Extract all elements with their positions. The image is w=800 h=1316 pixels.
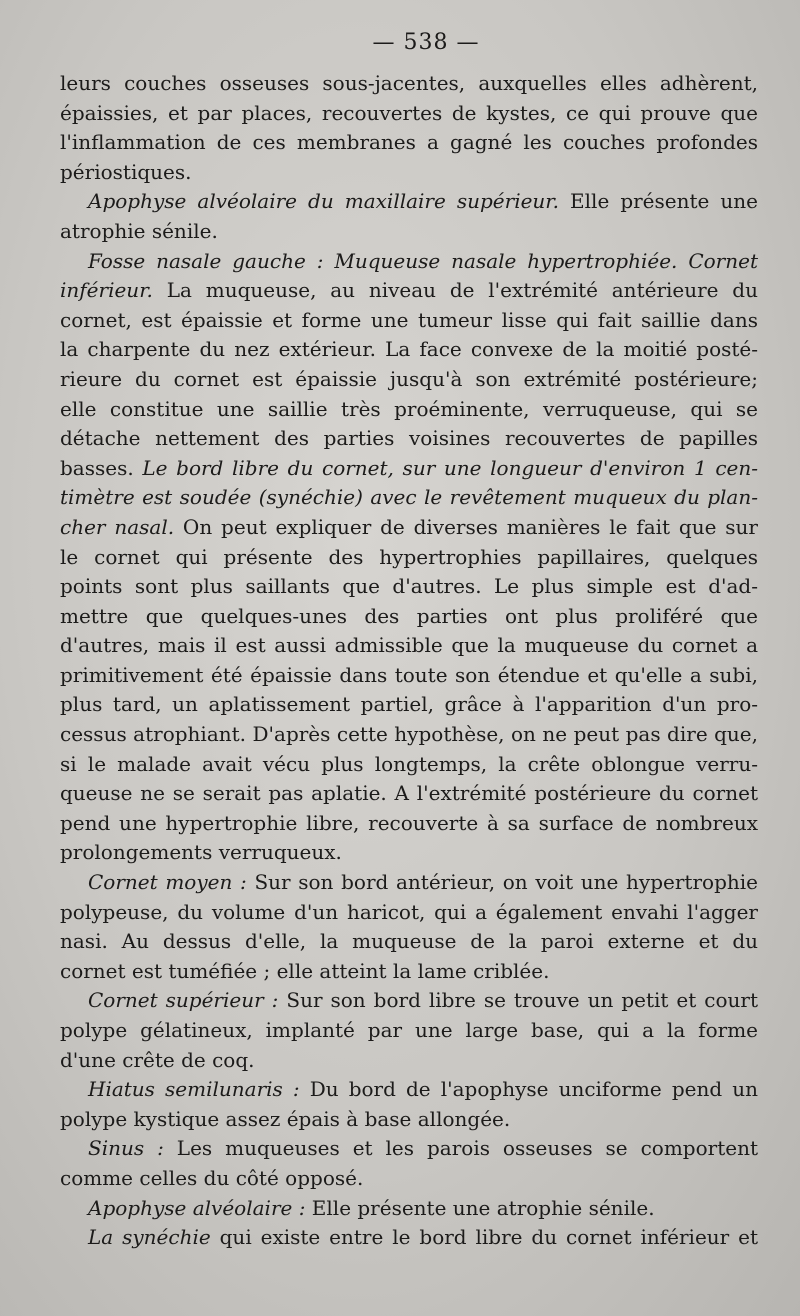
line-text: qui existe entre le bord libre du cornet inférieur et <box>210 1225 759 1250</box>
text-line <box>60 513 758 543</box>
text-line <box>60 306 758 336</box>
text-line <box>60 1016 758 1046</box>
line-text: basses. <box>60 455 143 480</box>
line-text: épaissies, et par places, recouvertes de kystes, ce qui prouve que <box>60 100 758 125</box>
line-text: mettre que quelques-unes des parties ont plus proliféré que <box>60 603 758 628</box>
line-text: prolongements verruqueux. <box>60 840 342 865</box>
italic-text: La synéchie <box>88 1225 211 1250</box>
text-line <box>60 424 758 454</box>
line-text: pend une hypertrophie libre, recouverte à sa surface de nombreux <box>60 810 758 835</box>
line-text: Elle présente une <box>559 189 758 214</box>
line-text: On peut expliquer de diverses manières le fait que sur <box>174 514 758 539</box>
line-text: Les muqueuses et les parois osseuses se comportent <box>163 1136 759 1161</box>
italic-text: Hiatus semilunaris : <box>88 1077 300 1102</box>
line-text: Sur son bord antérieur, on voit une hypertrophie <box>246 870 758 895</box>
line-text: cessus atrophiant. D'après cette hypothèse, on ne peut pas dire que, <box>60 722 758 747</box>
line-text: elle constitue une saillie très proéminente, verruqueuse, qui se <box>60 396 758 421</box>
text-line <box>60 128 758 158</box>
text-line <box>60 276 758 306</box>
text-line <box>60 986 758 1016</box>
text-line <box>60 335 758 365</box>
text-line <box>60 217 758 247</box>
text-line <box>60 809 758 839</box>
italic-text: Cornet moyen : <box>88 870 247 895</box>
text-line <box>60 543 758 573</box>
line-text: l'inflammation de ces membranes a gagné les couches profondes <box>60 130 758 155</box>
line-text: nasi. Au dessus d'elle, la muqueuse de la paroi externe et du <box>60 929 758 954</box>
text-line <box>60 1194 758 1224</box>
text-line <box>60 838 758 868</box>
text-line <box>60 1134 758 1164</box>
page-number: — 538 — <box>372 30 480 55</box>
line-text: La muqueuse, au niveau de l'extrémité antérieure du <box>152 278 758 303</box>
text-line <box>60 572 758 602</box>
italic-text: Cornet supérieur : <box>88 988 279 1013</box>
line-text: polypeuse, du volume d'un haricot, qui a également envahi l'agger <box>60 899 758 924</box>
italic-text: Le bord libre du cornet, sur une longueur d'environ 1 cen- <box>142 455 758 480</box>
italic-text: cher nasal. <box>60 514 175 539</box>
text-line <box>60 957 758 987</box>
line-text: primitivement été épaissie dans toute son étendue et qu'elle a subi, <box>60 662 758 687</box>
text-line <box>60 483 758 513</box>
line-text: détache nettement des parties voisines recouvertes de papilles <box>60 426 758 451</box>
text-line <box>60 898 758 928</box>
text-line <box>60 661 758 691</box>
text-line <box>60 631 758 661</box>
text-line <box>60 1223 758 1253</box>
line-text: d'une crête de coq. <box>60 1047 255 1072</box>
italic-text: Sinus : <box>88 1136 164 1161</box>
line-text: comme celles du côté opposé. <box>60 1165 364 1190</box>
line-text: points sont plus saillants que d'autres. Le plus simple est d'ad- <box>60 574 758 599</box>
line-text: Elle présente une atrophie sénile. <box>305 1195 655 1220</box>
line-text: Du bord de l'apophyse unciforme pend un <box>299 1077 758 1102</box>
text-line <box>60 720 758 750</box>
text-line <box>60 1164 758 1194</box>
line-text: cornet est tuméfiée ; elle atteint la lame criblée. <box>60 958 550 983</box>
line-text: polype gélatineux, implanté par une large base, qui a la forme <box>60 1018 758 1042</box>
line-text: plus tard, un aplatissement partiel, grâce à l'apparition d'un pro- <box>60 692 758 717</box>
line-text: Sur son bord libre se trouve un petit et court <box>278 988 758 1013</box>
line-text: la charpente du nez extérieur. La face convexe de la moitié posté- <box>60 337 758 362</box>
italic-text: Fosse nasale gauche : Muqueuse nasale hypertrophiée. Cornet <box>88 248 758 273</box>
line-text: leurs couches osseuses sous-jacentes, auxquelles elles adhèrent, <box>60 71 758 95</box>
text-line <box>60 365 758 395</box>
line-text: cornet, est épaissie et forme une tumeur lisse qui fait saillie dans <box>60 307 758 332</box>
italic-text: Apophyse alvéolaire : <box>88 1195 306 1220</box>
italic-text: inférieur. <box>60 278 153 303</box>
text-line <box>60 868 758 898</box>
text-line <box>60 395 758 425</box>
line-text: périostiques. <box>60 159 192 184</box>
text-line <box>60 454 758 484</box>
line-text: queuse ne se serait pas aplatie. A l'extrémité postérieure du cornet <box>60 781 758 806</box>
line-text: d'autres, mais il est aussi admissible que la muqueuse du cornet a <box>60 633 758 658</box>
text-line <box>60 69 758 99</box>
text-line <box>60 247 758 277</box>
text-line <box>60 99 758 129</box>
italic-text: Apophyse alvéolaire du maxillaire supérieur. <box>88 189 560 214</box>
text-line <box>60 1105 758 1135</box>
body-text <box>60 69 762 1253</box>
text-line <box>60 158 758 188</box>
line-text: atrophie sénile. <box>60 218 218 243</box>
text-line <box>60 1075 758 1105</box>
italic-text: timètre est soudée (synéchie) avec le revêtement muqueux du plan- <box>60 485 758 510</box>
text-line <box>60 1046 758 1076</box>
text-line <box>60 779 758 809</box>
text-line <box>60 750 758 780</box>
text-line <box>60 602 758 632</box>
line-text: rieure du cornet est épaissie jusqu'à son extrémité postérieure; <box>60 366 758 391</box>
text-line <box>60 187 758 217</box>
line-text: le cornet qui présente des hypertrophies papillaires, quelques <box>60 544 758 569</box>
line-text: polype kystique assez épais à base allongée. <box>60 1106 511 1131</box>
text-line <box>60 690 758 720</box>
line-text: si le malade avait vécu plus longtemps, la crête oblongue verru- <box>60 751 758 776</box>
text-line <box>60 927 758 957</box>
